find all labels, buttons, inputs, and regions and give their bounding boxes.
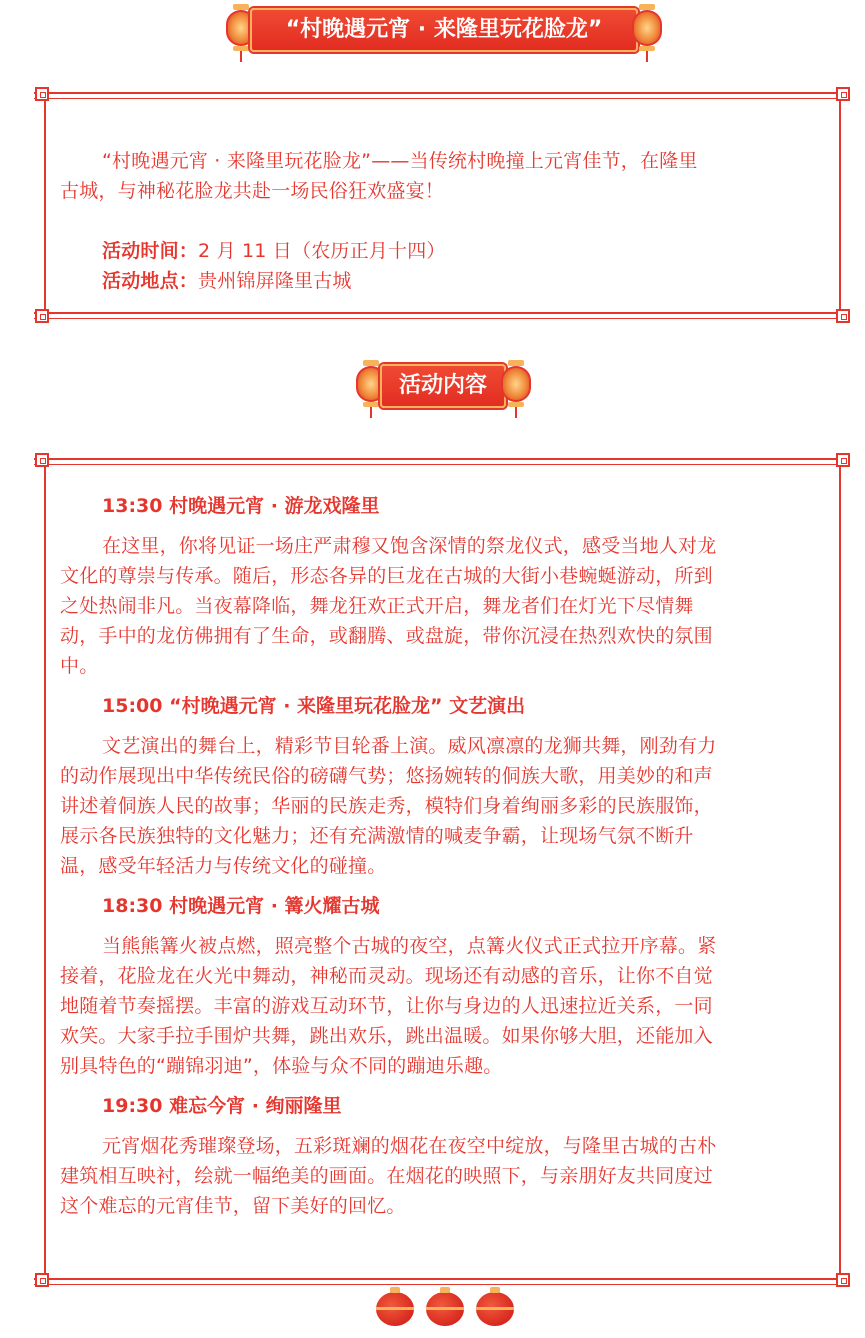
schedule-line: 别具特色的“蹦锦羽迪”，体验与众不同的蹦迪乐趣。 (60, 1055, 503, 1077)
lantern-icon (632, 4, 662, 62)
schedule-heading: 15:00 “村晚遇元宵 · 来隆里玩花脸龙” 文艺演出 (102, 695, 526, 717)
schedule-heading: 13:30 村晚遇元宵 · 游龙戏隆里 (102, 495, 380, 517)
round-lantern-icon (376, 1292, 414, 1326)
lantern-icon (501, 360, 531, 418)
section-banner (0, 356, 865, 422)
schedule-line: 温，感受年轻活力与传统文化的碰撞。 (60, 855, 387, 877)
schedule-line: 动，手中的龙仿佛拥有了生命，或翻腾、或盘旋，带你沉浸在热烈欢快的氛围 (60, 625, 713, 647)
schedule-line: 展示各民族独特的文化魅力；还有充满激情的喊麦争霸，让现场气氛不断升 (60, 825, 694, 847)
corner-ornament-icon (836, 1273, 850, 1287)
event-place (102, 266, 802, 296)
schedule-line: 当熊熊篝火被点燃，照亮整个古城的夜空，点篝火仪式正式拉开序幕。紧 (102, 935, 717, 957)
schedule-line: 中。 (60, 655, 99, 677)
corner-ornament-icon (836, 309, 850, 323)
schedule-line: 欢笑。大家手拉手围炉共舞，跳出欢乐，跳出温暖。如果你够大胆，还能加入 (60, 1025, 713, 1047)
intro-lead-cont: 古城，与神秘花脸龙共赴一场民俗狂欢盛宴！ (60, 180, 445, 202)
schedule-line: 这个难忘的元宵佳节，留下美好的回忆。 (60, 1195, 406, 1217)
corner-ornament-icon (35, 309, 49, 323)
corner-ornament-icon (836, 87, 850, 101)
schedule-line: 的动作展现出中华传统民俗的磅礴气势；悠扬婉转的侗族大歌，用美妙的和声 (60, 765, 713, 787)
round-lantern-icon (476, 1292, 514, 1326)
schedule-line: 讲述着侗族人民的故事；华丽的民族走秀，模特们身着绚丽多彩的民族服饰， (60, 795, 713, 817)
schedule-line: 文艺演出的舞台上，精彩节目轮番上演。威风凛凛的龙狮共舞，刚劲有力 (102, 735, 717, 757)
schedule-line: 地随着节奏摇摆。丰富的游戏互动环节，让你与身边的人迅速拉近关系，一同 (60, 995, 713, 1017)
event-time-value: 2 月 11 日（农历正月十四） (198, 240, 446, 262)
event-time-label: 活动时间： (102, 240, 199, 262)
schedule-line: 接着，花脸龙在火光中舞动，神秘而灵动。现场还有动感的音乐，让你不自觉 (60, 965, 713, 987)
intro-lead: “村晚遇元宵 · 来隆里玩花脸龙”——当传统村晚撞上元宵佳节，在隆里 (102, 150, 698, 172)
section-title: 活动内容 (398, 373, 487, 398)
schedule-line: 建筑相互映衬，绘就一幅绝美的画面。在烟花的映照下，与亲朋好友共同度过 (60, 1165, 713, 1187)
schedule-heading: 19:30 难忘今宵 · 绚丽隆里 (102, 1095, 342, 1117)
schedule-line: 之处热闹非凡。当夜幕降临，舞龙狂欢正式开启，舞龙者们在灯光下尽情舞 (60, 595, 694, 617)
corner-ornament-icon (35, 1273, 49, 1287)
corner-ornament-icon (35, 87, 49, 101)
event-place-value: 贵州锦屏隆里古城 (198, 270, 352, 292)
event-place-label: 活动地点： (102, 270, 199, 292)
schedule-heading: 18:30 村晚遇元宵 · 篝火耀古城 (102, 895, 380, 917)
schedule-line: 元宵烟花秀璀璨登场，五彩斑斓的烟花在夜空中绽放，与隆里古城的古朴 (102, 1135, 717, 1157)
corner-ornament-icon (35, 453, 49, 467)
round-lantern-icon (426, 1292, 464, 1326)
schedule-line: 文化的尊崇与传承。随后，形态各异的巨龙在古城的大街小巷蜿蜒游动，所到 (60, 565, 713, 587)
corner-ornament-icon (836, 453, 850, 467)
banner-title: “村晚遇元宵 · 来隆里玩花脸龙” (285, 17, 603, 42)
schedule-line: 在这里，你将见证一场庄严肃穆又饱含深情的祭龙仪式，感受当地人对龙 (102, 535, 717, 557)
top-banner (0, 0, 865, 66)
event-time (102, 236, 802, 266)
